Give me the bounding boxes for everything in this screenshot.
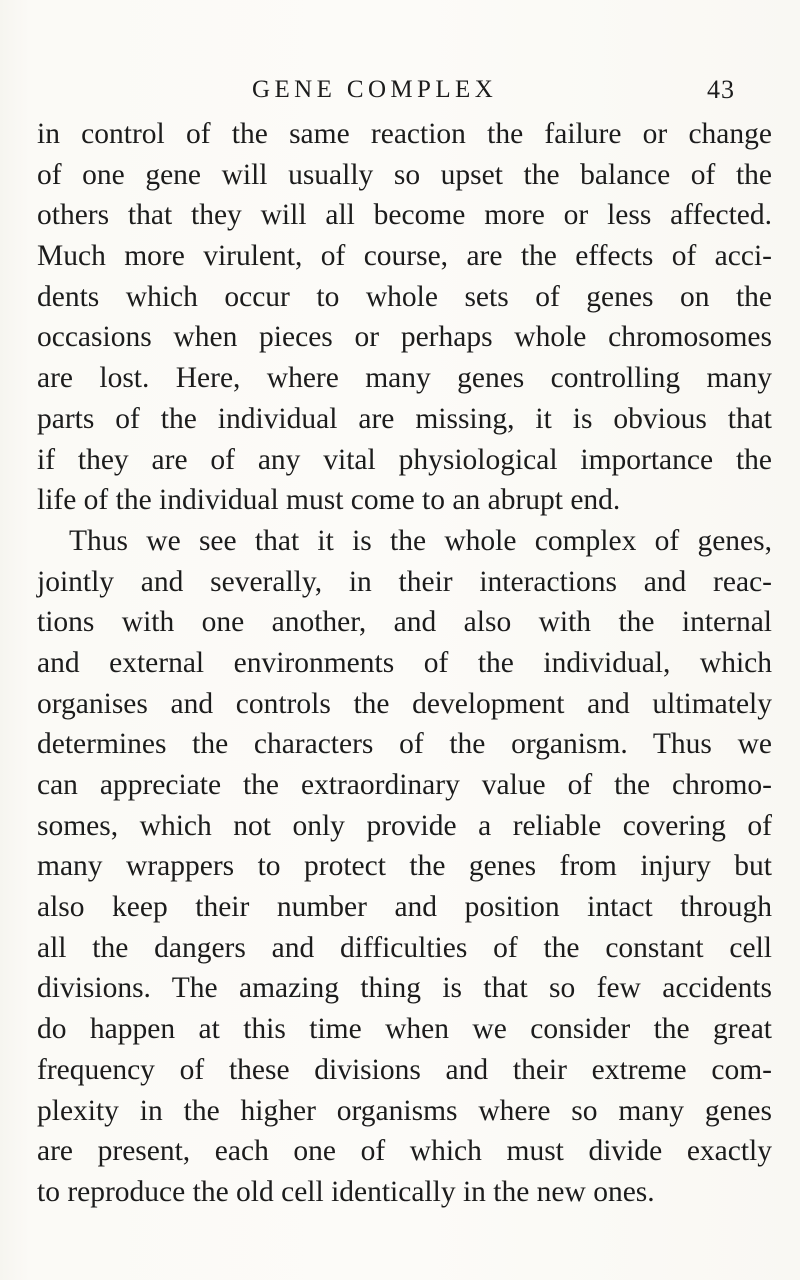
text-line: are present, each one of which must divide exactly	[37, 1135, 772, 1168]
running-head-title: GENE COMPLEX	[252, 76, 498, 103]
running-head	[0, 70, 800, 110]
text-line: can appreciate the extraordinary value of the chromo-	[37, 769, 772, 801]
text-line: dents which occur to whole sets of genes on the	[37, 280, 772, 313]
text-line: somes, which not only provide a reliable covering of	[37, 809, 772, 842]
body-text	[37, 114, 772, 1213]
text-line: in control of the same reaction the failure or change	[37, 118, 772, 150]
text-line: parts of the individual are missing, it is obvious that	[37, 402, 772, 435]
page-number: 43	[707, 75, 735, 104]
text-line: life of the individual must come to an abrupt end.	[37, 484, 621, 517]
text-line: do happen at this time when we consider the great	[37, 1013, 772, 1046]
text-line: frequency of these divisions and their extreme com-	[37, 1053, 772, 1086]
text-line: and external environments of the individual, which	[37, 646, 772, 679]
text-line: others that they will all become more or less affected.	[37, 199, 772, 232]
text-line: of one gene will usually so upset the balance of the	[37, 158, 772, 191]
text-line: are lost. Here, where many genes controlling many	[37, 362, 772, 395]
text-line: jointly and severally, in their interactions and reac-	[37, 565, 772, 598]
text-line: plexity in the higher organisms where so many genes	[37, 1094, 772, 1127]
text-line: Much more virulent, of course, are the effects of acci-	[37, 240, 772, 273]
text-line: divisions. The amazing thing is that so few accidents	[37, 972, 772, 1005]
text-line: to reproduce the old cell identically in the new ones.	[37, 1175, 655, 1208]
text-line: occasions when pieces or perhaps whole chromosomes	[37, 321, 772, 354]
text-line: all the dangers and difficulties of the constant cell	[37, 931, 772, 964]
text-line: if they are of any vital physiological importance the	[37, 443, 772, 476]
paragraph-start-line: Thus we see that it is the whole complex of genes,	[69, 524, 772, 557]
text-line: determines the characters of the organism. Thus we	[37, 728, 772, 761]
text-line: also keep their number and position intact through	[37, 891, 772, 924]
text-line: many wrappers to protect the genes from injury but	[37, 850, 772, 883]
text-line: tions with one another, and also with the internal	[37, 606, 772, 639]
text-line: organises and controls the development and ultimately	[37, 687, 772, 720]
